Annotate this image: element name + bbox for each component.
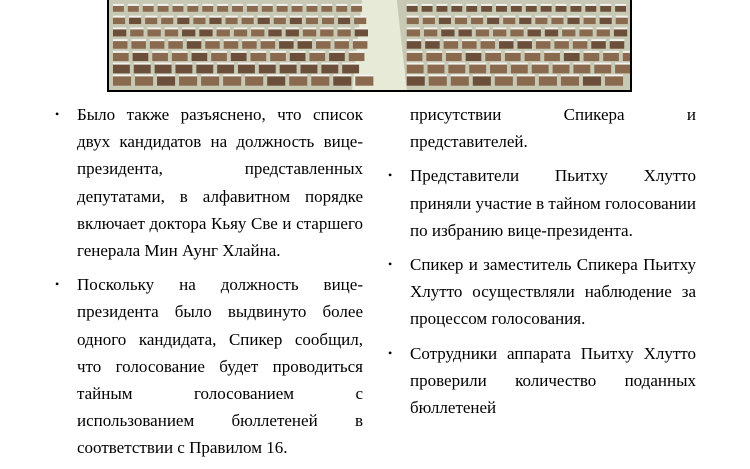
list-item [385,162,696,244]
paragraph-text: Поскольку на должность вице-президента было выдвинуто более одного кандидата, Спикер сообщил, что голосование будет проводиться тайным голосованием с использованием бюллетеней в соответствии с Правилом 16. [77,275,363,458]
list-item [52,271,363,461]
list-item [385,251,696,333]
bullet-icon: • [388,168,393,183]
parliament-seats-image [109,0,630,90]
paragraph-text: Представители Пьитху Хлутто приняли участие в тайном голосовании по избранию вице-президента. [410,166,696,240]
paragraph-text: Сотрудники аппарата Пьитху Хлутто проверили количество поданных бюллетеней [410,343,696,418]
continued-paragraph: присутствии Спикера и представителей. [410,105,696,152]
list-item [52,101,363,264]
right-column [385,101,696,428]
bullet-icon: • [388,257,393,272]
list-item [385,340,696,422]
paragraph-text: Спикер и заместитель Спикера Пьитху Хлутто осуществляли наблюдение за процессом голосования. [410,255,696,329]
parliament-hall-photo [107,0,632,92]
bullet-icon: • [55,107,60,121]
left-column [52,101,363,469]
paragraph-text: Было также разъяснено, что список двух кандидатов на должность вице-президента, представленных депутатами, в алфавитном порядке включает доктора Кьяу Све и старшего генерала Мин Аунг Хлайна. [77,105,363,261]
bullet-icon: • [55,277,60,292]
bullet-icon: • [388,345,393,360]
